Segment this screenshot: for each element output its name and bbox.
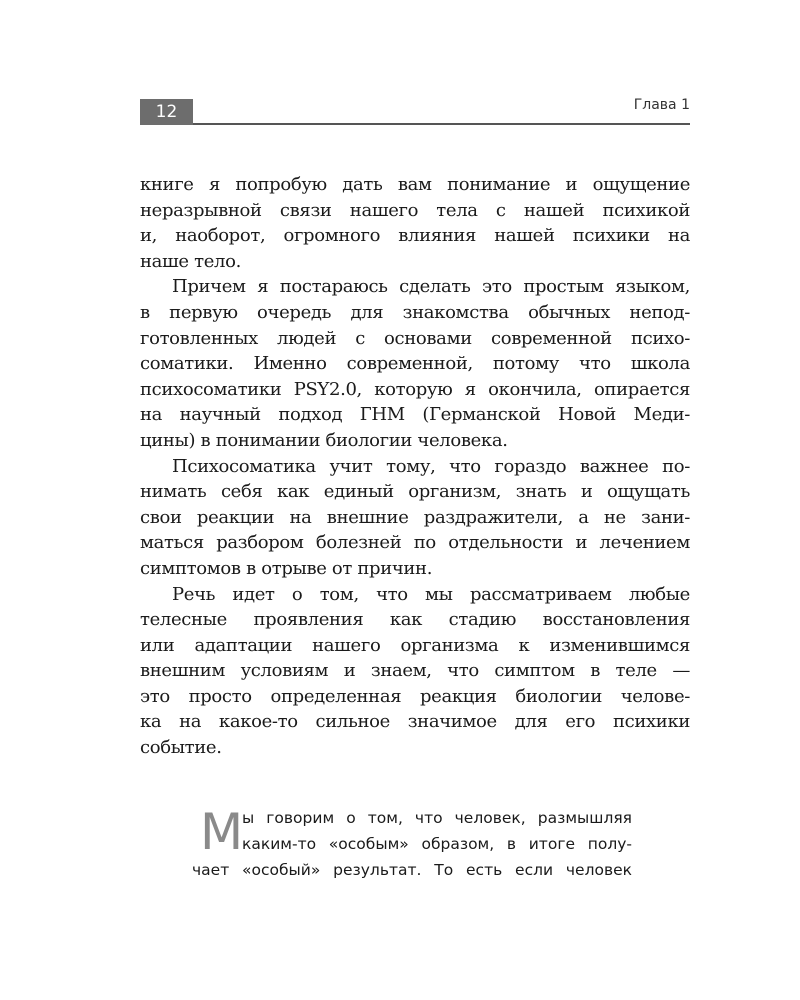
text-line: ка на какое-то сильное значимое для его психики: [140, 711, 690, 733]
text-line: маться разбором болезней по отдельности и лечением: [140, 532, 690, 554]
text-line: цины) в понимании биологии человека.: [140, 429, 508, 451]
body-text: [140, 172, 690, 761]
text-line: Психосоматика учит тому, что гораздо важнее по-: [172, 455, 690, 477]
page-number: 12: [140, 99, 193, 125]
text-line: на научный подход ГНМ (Германской Новой Меди-: [140, 404, 690, 426]
text-line: наше тело.: [140, 250, 241, 272]
text-line: свои реакции на внешние раздражители, а не зани-: [140, 506, 690, 528]
quote-line: каким-то «особым» образом, в итоге полу-: [242, 835, 632, 853]
text-line: готовленных людей с основами современной психо-: [140, 327, 690, 349]
text-line: и, наоборот, огромного влияния нашей психики на: [140, 225, 690, 247]
text-line: Причем я постараюсь сделать это простым языком,: [172, 276, 690, 298]
text-line: внешним условиям и знаем, что симптом в теле —: [140, 660, 690, 682]
text-line: неразрывной связи нашего тела с нашей психикой: [140, 199, 690, 221]
text-line: психосоматики PSY2.0, которую я окончила, опирается: [140, 378, 690, 400]
text-line: или адаптации нашего организма к изменившимся: [140, 634, 690, 656]
pull-quote: [192, 805, 632, 883]
drop-cap: М: [200, 803, 244, 861]
text-line: телесные проявления как стадию восстановления: [140, 609, 690, 631]
text-line: в первую очередь для знакомства обычных непод-: [140, 301, 690, 323]
text-line: симптомов в отрыве от причин.: [140, 557, 433, 579]
text-line: соматики. Именно современной, потому что школа: [140, 353, 690, 375]
header-rule: [140, 123, 690, 125]
text-line: событие.: [140, 737, 222, 759]
text-line: книге я попробую дать вам понимание и ощущение: [140, 174, 690, 195]
text-line: это просто определенная реакция биологии челове-: [140, 685, 690, 707]
running-header: [140, 97, 690, 125]
quote-line: ы говорим о том, что человек, размышляя: [242, 809, 632, 827]
chapter-title: Глава 1: [633, 97, 690, 113]
quote-line: чает «особый» результат. То есть если человек: [192, 861, 632, 879]
text-line: Речь идет о том, что мы рассматриваем любые: [172, 583, 690, 605]
text-line: нимать себя как единый организм, знать и ощущать: [140, 481, 690, 503]
